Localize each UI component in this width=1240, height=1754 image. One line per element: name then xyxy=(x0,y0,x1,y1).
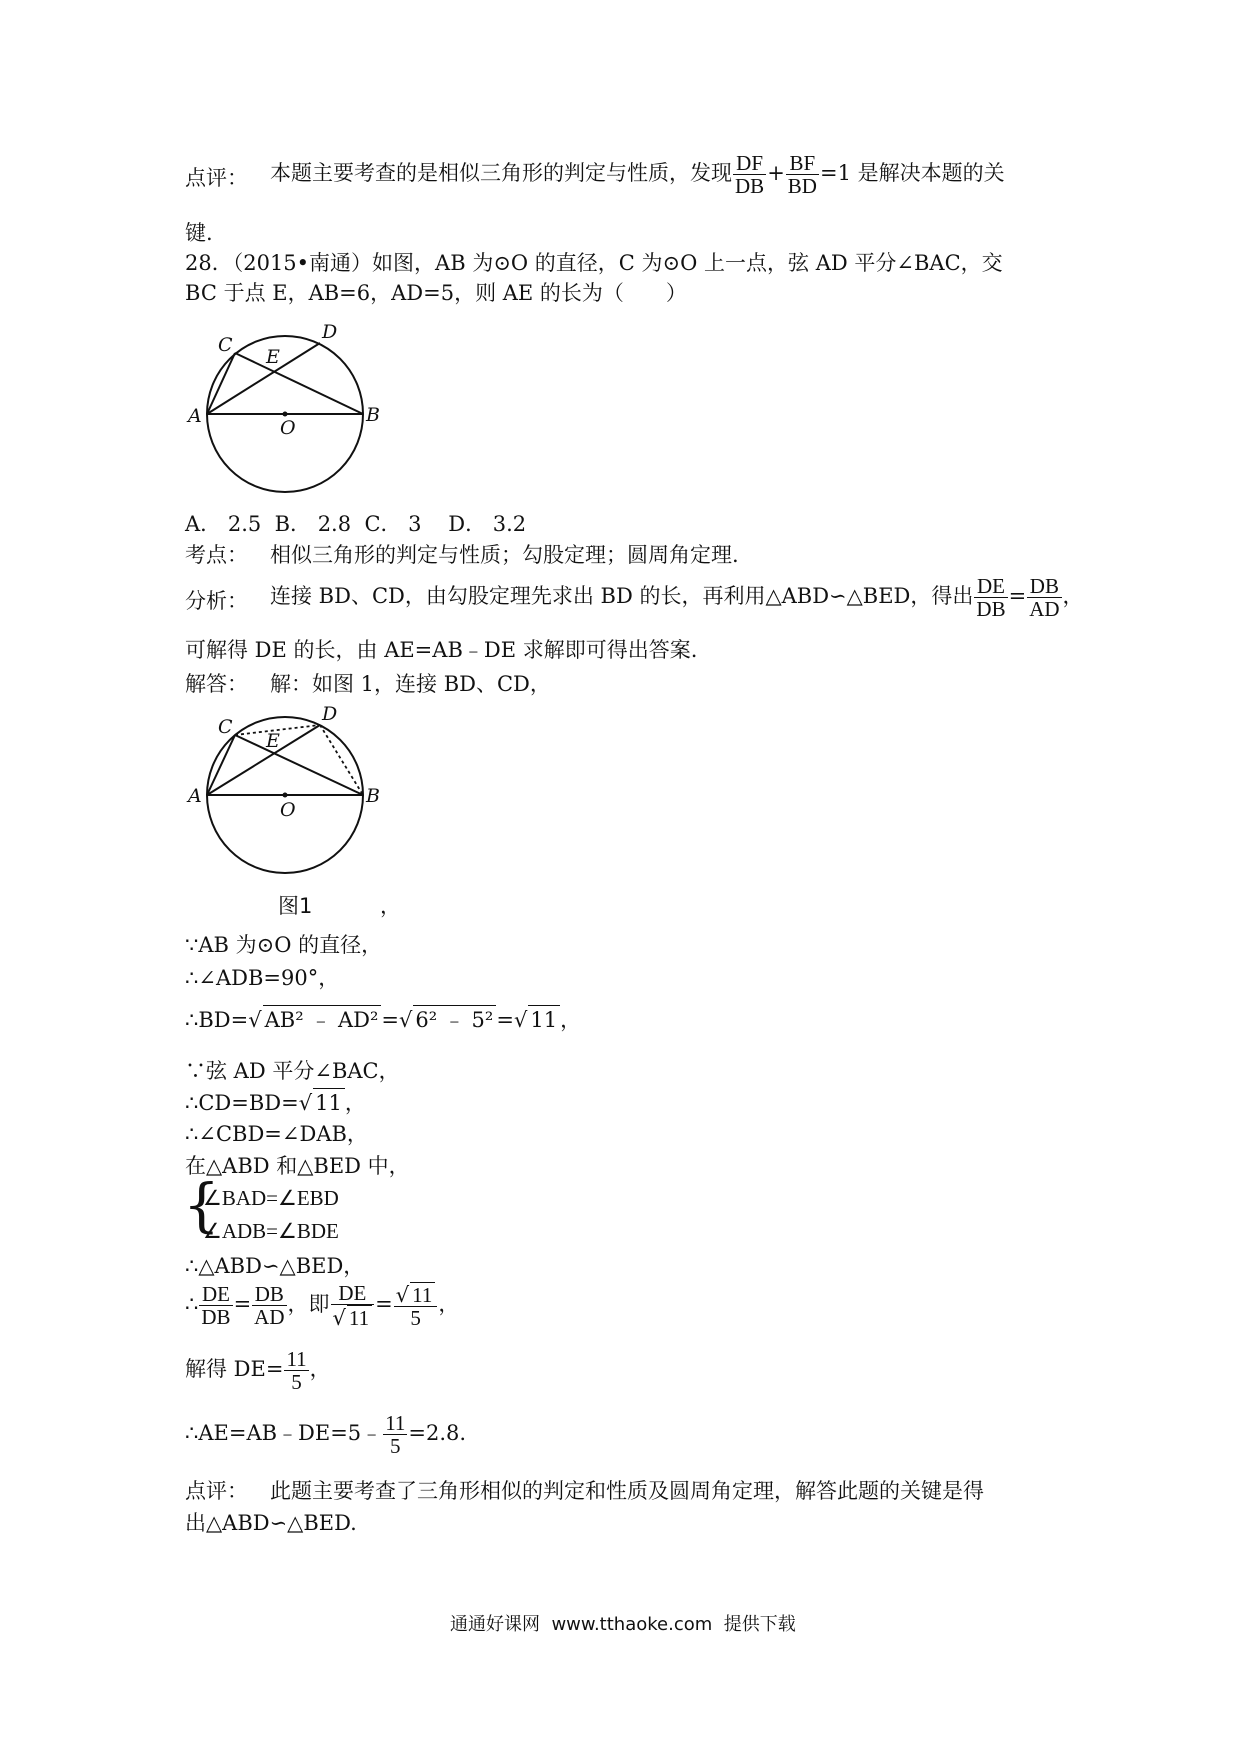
label-a: A xyxy=(188,785,202,807)
circle-figure-1 xyxy=(180,700,380,880)
fraction-sqrt11-5: $\frac{√ 11}{5}$ xyxy=(394,1282,438,1329)
label-b: B xyxy=(366,785,380,807)
equals-sign: = xyxy=(375,1292,393,1317)
review1-line2: 键. xyxy=(185,221,213,245)
footer-text: 通通好课网 www.tthaoke.com 提供下载 xyxy=(450,1614,796,1635)
review2-line2: 出△ABD∽△BED. xyxy=(185,1511,357,1535)
step-12 xyxy=(185,1412,466,1457)
step-12-prefix: ∴AE=AB﹣DE=5﹣ xyxy=(185,1421,383,1446)
kaodian-text: 相似三角形的判定与性质；勾股定理；圆周角定理. xyxy=(270,543,739,567)
question-line2: BC 于点 E，AB=6，AD=5，则 AE 的长为（ ） xyxy=(185,281,687,305)
therefore-sign: ∴ xyxy=(185,1292,199,1317)
fenxi-text-a: 连接 BD、CD，由勾股定理先求出 BD 的长，再利用△ABD∽△BED，得出 xyxy=(270,584,974,609)
equals-sign: = xyxy=(1008,584,1027,609)
label-o: O xyxy=(280,799,296,821)
step-4: ∵弦 AD 平分∠BAC， xyxy=(185,1059,400,1083)
circle-figure xyxy=(180,318,380,503)
sqrt-11: 11 xyxy=(347,1305,372,1329)
sqrt-11: 11 xyxy=(528,1005,560,1033)
step-5 xyxy=(185,1088,366,1116)
radical-icon: √ xyxy=(248,1008,262,1032)
fraction-11-5: $\frac{11}{5}$ xyxy=(286,1347,307,1395)
fenxi-line2: 可解得 DE 的长，由 AE=AB﹣DE 求解即可得出答案. xyxy=(185,638,698,662)
step-2: ∴∠ADB=90°， xyxy=(185,966,340,990)
comma: ， xyxy=(560,1008,582,1032)
step-11 xyxy=(185,1348,331,1393)
review1-label: 点评： xyxy=(185,166,248,190)
comma: ， xyxy=(1062,584,1084,609)
radical-icon: √ xyxy=(298,1091,313,1115)
step-1: ∵AB 为⊙O 的直径， xyxy=(185,933,383,957)
fenxi-label: 分析： xyxy=(185,589,248,613)
radical-icon: √ xyxy=(513,1008,528,1032)
fraction-de-db: $\frac{DE}{DB}$ xyxy=(976,574,1006,622)
fraction-df-db: $\frac{DF}{DB}$ xyxy=(735,151,765,199)
comma: ， xyxy=(309,1357,331,1382)
jieda-text: 解：如图 1，连接 BD、CD， xyxy=(270,672,551,696)
figure1-comma: ， xyxy=(380,894,401,918)
fenxi-line1 xyxy=(270,575,1084,620)
label-a: A xyxy=(188,405,202,427)
system-brace: { xyxy=(183,1171,220,1239)
step-12-result: =2.8. xyxy=(408,1421,467,1446)
jieda-label: 解答： xyxy=(185,672,248,696)
equals-sign: = xyxy=(233,1292,252,1317)
question-line1: 28．（2015•南通）如图，AB 为⊙O 的直径，C 为⊙O 上一点，弦 AD 平分∠BAC，交 xyxy=(185,251,1003,275)
step-8a: ∠BAD=∠EBD xyxy=(203,1186,339,1210)
step-10 xyxy=(185,1282,459,1329)
sqrt-11: 11 xyxy=(313,1088,345,1116)
review2-line1: 此题主要考查了三角形相似的判定和性质及圆周角定理，解答此题的关键是得 xyxy=(270,1479,984,1503)
figure1-caption: 图1 xyxy=(278,894,313,918)
label-c: C xyxy=(218,716,233,738)
review1-line1 xyxy=(270,152,1005,197)
step-7: 在△ABD 和△BED 中， xyxy=(185,1154,410,1178)
center-dot xyxy=(283,412,288,417)
comma: ， xyxy=(344,1091,366,1115)
review2-label: 点评： xyxy=(185,1479,248,1503)
fraction-de-db: $\frac{DE}{DB}$ xyxy=(201,1282,231,1330)
fraction-db-ad: $\frac{DB}{AD}$ xyxy=(254,1282,285,1330)
review1-text-a: 本题主要考查的是相似三角形的判定与性质，发现 xyxy=(270,161,732,186)
fraction-db-ad: $\frac{DB}{AD}$ xyxy=(1029,574,1060,622)
fraction-bf-bd: $\frac{BF}{BD}$ xyxy=(787,151,817,199)
kaodian-label: 考点： xyxy=(185,543,248,567)
label-o: O xyxy=(280,417,296,439)
step-11-prefix: 解得 DE= xyxy=(185,1357,284,1382)
label-c: C xyxy=(218,334,233,356)
plus-sign: + xyxy=(767,161,785,186)
step-8b: ∠ADB=∠BDE xyxy=(203,1219,339,1243)
center-dot xyxy=(283,793,288,798)
sqrt-62-52: 6² ﹣ 5² xyxy=(413,1005,496,1033)
review1-text-b: =1 是解决本题的关 xyxy=(819,161,1005,186)
label-e: E xyxy=(266,730,280,752)
step-3 xyxy=(185,1005,581,1033)
equals-sign: = xyxy=(496,1008,514,1032)
equals-sign: = xyxy=(381,1008,400,1032)
label-d: D xyxy=(322,703,338,725)
radical-icon: √ xyxy=(399,1008,413,1032)
fraction-de-sqrt11: $\frac{DE}{√ 11}$ xyxy=(331,1282,375,1329)
step-6: ∴∠CBD=∠DAB， xyxy=(185,1122,368,1146)
radical-icon: √ xyxy=(332,1306,346,1331)
step-10-mid: ，即 xyxy=(287,1292,330,1317)
step-3-prefix: ∴BD= xyxy=(185,1008,249,1032)
step-5-prefix: ∴CD=BD= xyxy=(185,1091,299,1115)
comma: ， xyxy=(438,1292,460,1317)
step-9: ∴△ABD∽△BED， xyxy=(185,1254,365,1278)
label-e: E xyxy=(266,346,280,368)
label-d: D xyxy=(322,321,338,343)
fraction-11-5: $\frac{11}{5}$ xyxy=(385,1411,406,1459)
sqrt-ab2-ad2: AB² ﹣ AD² xyxy=(263,1005,382,1033)
radical-icon: √ xyxy=(395,1283,410,1307)
sqrt-11: 11 xyxy=(410,1282,435,1306)
label-b: B xyxy=(366,404,380,426)
answer-options: A． 2.5 B． 2.8 C． 3 D． 3.2 xyxy=(185,512,527,536)
